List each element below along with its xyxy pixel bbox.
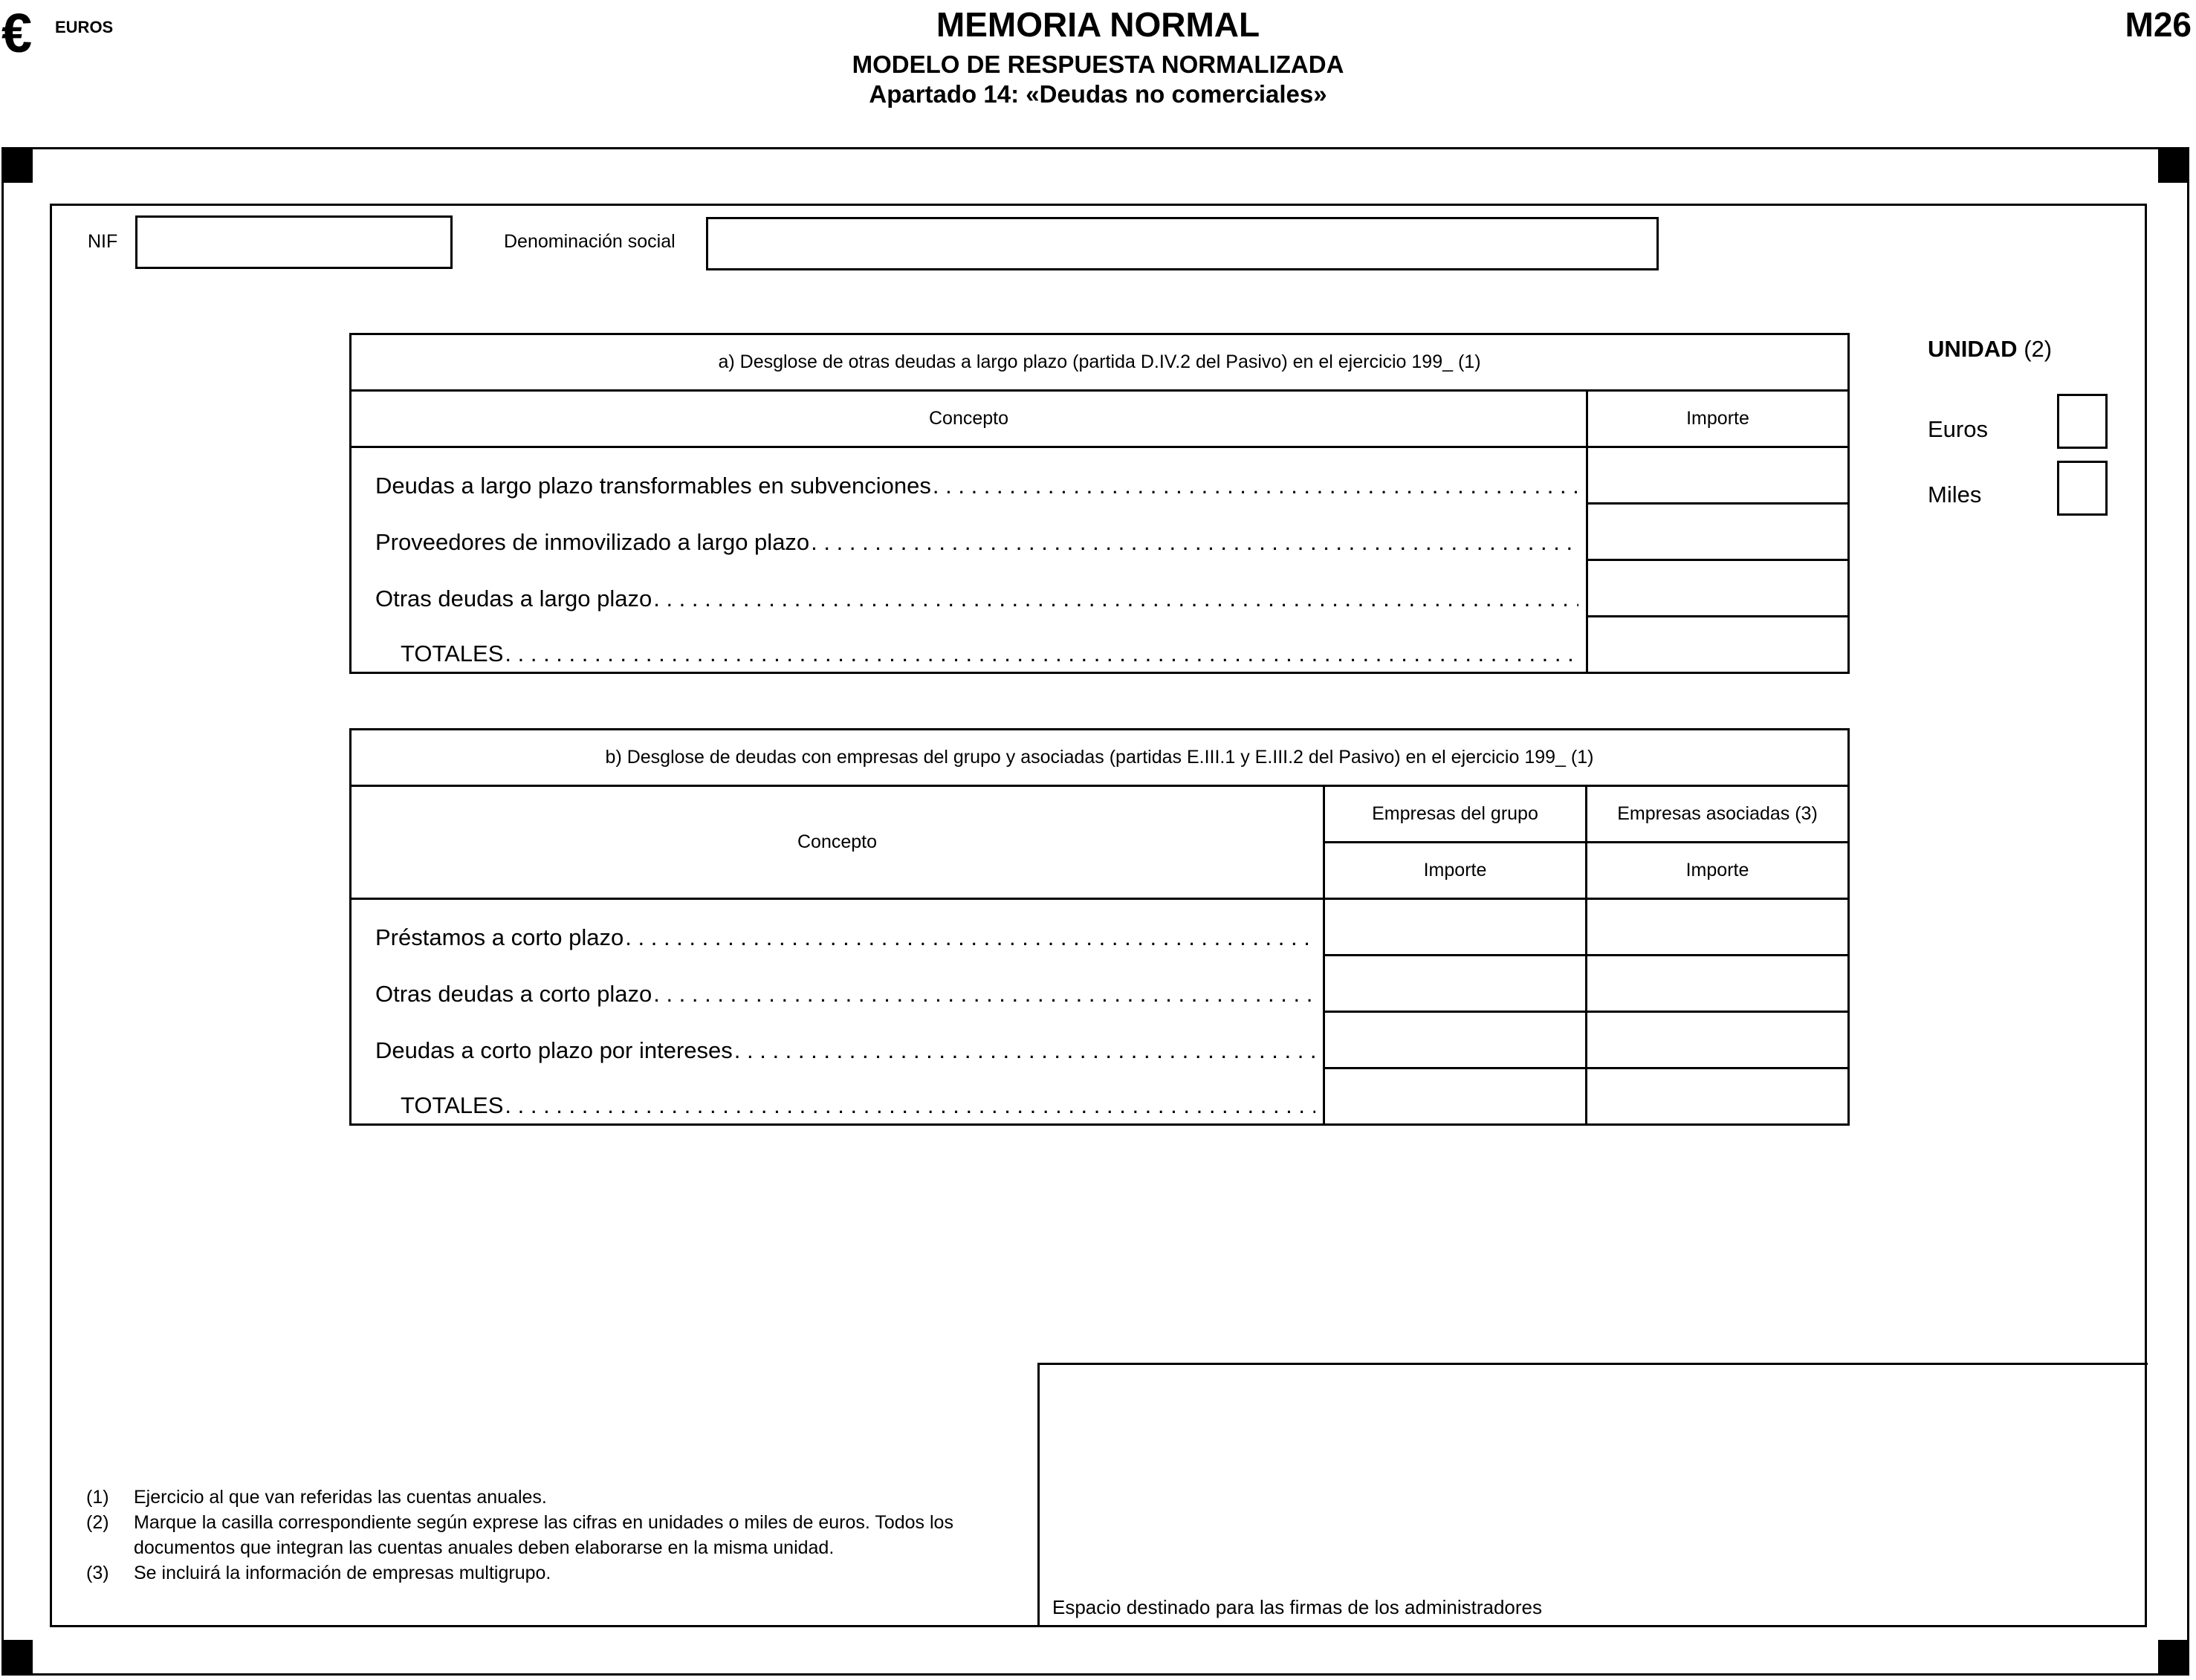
footnotes	[86, 1485, 1023, 1586]
denominacion-field[interactable]	[706, 217, 1659, 270]
table-a-title: a) Desglose de otras deudas a largo plazo (partida D.IV.2 del Pasivo) en el ejercicio 199_ (1)	[351, 334, 1849, 391]
table-row	[351, 899, 1849, 956]
denominacion-label: Denominación social	[504, 231, 676, 252]
signature-area[interactable]	[1037, 1363, 2148, 1627]
table-b-totales-grupo-cell[interactable]	[1324, 1068, 1587, 1125]
euro-icon: €	[1, 2, 33, 64]
table-b-row-label: Deudas a corto plazo por intereses . . .	[351, 1012, 1324, 1068]
table-row	[351, 617, 1849, 673]
page-subtitle: MODELO DE RESPUESTA NORMALIZADA	[852, 51, 1344, 78]
corner-mark-top-left	[1, 147, 33, 183]
table-a-row-label: Deudas a largo plazo transformables en subvenciones . . .	[351, 447, 1587, 504]
unidad-ref: (2)	[2024, 336, 2053, 362]
unidad-miles-checkbox[interactable]	[2057, 461, 2108, 516]
footnote-text: Marque la casilla correspondiente según exprese las cifras en unidades o miles de euros. Todos los documentos que integran las cuentas anuales deben elaborarse en la misma unidad.	[134, 1512, 953, 1558]
unidad-euros-checkbox[interactable]	[2057, 394, 2108, 449]
table-b-grupo-cell[interactable]	[1324, 1012, 1587, 1068]
table-row	[351, 1012, 1849, 1068]
table-a-importe-cell[interactable]	[1587, 504, 1849, 560]
footnote-text: Se incluirá la información de empresas multigrupo.	[134, 1563, 551, 1583]
corner-mark-bottom-right	[2158, 1640, 2189, 1676]
footnote-text: Ejercicio al que van referidas las cuentas anuales.	[134, 1487, 547, 1508]
form-code: M26	[2125, 5, 2192, 44]
corner-mark-bottom-left	[1, 1640, 33, 1676]
table-row	[351, 956, 1849, 1012]
unidad-option-euros-label: Euros	[1928, 416, 1988, 442]
table-row	[351, 560, 1849, 617]
euro-label: EUROS	[55, 18, 114, 36]
corner-mark-top-right	[2158, 147, 2189, 183]
table-a-col-concepto: Concepto	[351, 391, 1587, 447]
table-row	[351, 504, 1849, 560]
nif-value	[137, 218, 450, 244]
table-a-totales-label: TOTALES . . .	[351, 617, 1587, 673]
table-a-totales-cell[interactable]	[1587, 617, 1849, 673]
section-title: Apartado 14: «Deudas no comerciales»	[869, 80, 1327, 108]
table-b-col-concepto: Concepto	[351, 786, 1324, 899]
table-b-col-importe-asociadas: Importe	[1587, 843, 1849, 899]
table-b-col-importe-grupo: Importe	[1324, 843, 1587, 899]
table-b	[349, 728, 1850, 1126]
table-a-col-importe: Importe	[1587, 391, 1849, 447]
table-b-row-label: Otras deudas a corto plazo . . .	[351, 956, 1324, 1012]
footnote-number: (1)	[86, 1487, 109, 1508]
table-b-asociadas-cell[interactable]	[1587, 956, 1849, 1012]
unidad-heading	[1928, 336, 2052, 363]
table-b-totales-label: TOTALES . . .	[351, 1068, 1324, 1125]
signature-label: Espacio destinado para las firmas de los administradores	[1052, 1596, 1543, 1618]
denominacion-value	[708, 219, 1656, 246]
table-a-importe-cell[interactable]	[1587, 447, 1849, 504]
table-b-totales-asociadas-cell[interactable]	[1587, 1068, 1849, 1125]
unidad-label: UNIDAD	[1928, 336, 2018, 362]
table-b-asociadas-cell[interactable]	[1587, 899, 1849, 956]
table-a-importe-cell[interactable]	[1587, 560, 1849, 617]
footnote	[86, 1510, 1023, 1560]
unidad-option-miles-label: Miles	[1928, 481, 1982, 507]
footnote	[86, 1560, 1023, 1586]
table-b-grupo-cell[interactable]	[1324, 956, 1587, 1012]
table-b-col-asociadas: Empresas asociadas (3)	[1587, 786, 1849, 843]
table-b-row-label: Préstamos a corto plazo . . .	[351, 899, 1324, 956]
table-a-row-label: Otras deudas a largo plazo . . .	[351, 560, 1587, 617]
page-title: MEMORIA NORMAL	[936, 5, 1260, 44]
table-row	[351, 1068, 1849, 1125]
table-b-col-grupo: Empresas del grupo	[1324, 786, 1587, 843]
table-b-title: b) Desglose de deudas con empresas del grupo y asociadas (partidas E.III.1 y E.III.2 del Pasivo) en el ejercicio 199_ (1)	[351, 730, 1849, 786]
table-row	[351, 447, 1849, 504]
footnote-number: (3)	[86, 1563, 109, 1583]
nif-label: NIF	[88, 231, 118, 252]
footnote-number: (2)	[86, 1512, 109, 1533]
table-a-row-label: Proveedores de inmovilizado a largo plazo . . .	[351, 504, 1587, 560]
table-b-asociadas-cell[interactable]	[1587, 1012, 1849, 1068]
nif-field[interactable]	[135, 215, 453, 269]
table-b-grupo-cell[interactable]	[1324, 899, 1587, 956]
table-a	[349, 333, 1850, 674]
footnote	[86, 1485, 1023, 1510]
